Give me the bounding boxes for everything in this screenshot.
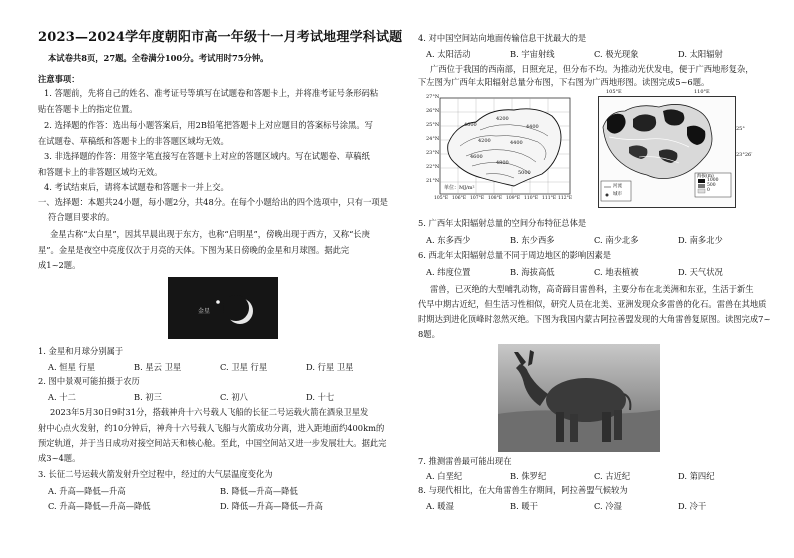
q5-option-a[interactable]: A. 东多西少	[426, 235, 471, 245]
q6-option-d[interactable]: D. 天气状况	[678, 267, 723, 277]
lon-tick: 107°E	[470, 196, 485, 201]
notice-line: 4. 考试结束后，请将本试题卷和答题卡一并上交。	[44, 182, 229, 192]
q3-option-a[interactable]: A. 升高—降低—升高	[48, 486, 126, 496]
isoline-label: 5000	[518, 170, 531, 176]
passage-line: 时期达到进化顶峰时忽然灭绝。下图为我国内蒙古阿拉善盟发现的大角雷兽复原图。读图完成7~	[418, 314, 771, 324]
section-heading-cont: 符合题目要求的。	[48, 212, 115, 222]
isoline-label: 4400	[510, 140, 523, 146]
lon-tick: 105°E	[434, 196, 449, 201]
lat-tick: 24°N	[426, 136, 440, 142]
venus-label: 金星	[198, 308, 211, 315]
q1-option-a[interactable]: A. 恒星 行星	[48, 362, 96, 372]
top-lon-label: 105°E	[606, 89, 622, 95]
lon-tick: 111°E	[542, 196, 557, 201]
lon-tick: 110°E	[524, 196, 539, 201]
exam-info: 本试卷共8页，27题。全卷满分100分。考试用时75分钟。	[48, 53, 269, 63]
q1-option-c[interactable]: C. 卫星 行星	[220, 362, 268, 372]
q7-option-d[interactable]: D. 第四纪	[678, 471, 715, 481]
q2-option-c[interactable]: C. 初八	[220, 392, 248, 402]
legend-level: 1000	[707, 178, 719, 183]
q8-option-a[interactable]: A. 暖湿	[426, 501, 454, 511]
question-2: 2. 图中景观可能拍摄于农历	[38, 376, 140, 386]
map-unit: 单位：MJ/m²	[444, 185, 475, 191]
q7-option-a[interactable]: A. 白垩纪	[426, 471, 463, 481]
q5-option-b[interactable]: B. 东少西多	[510, 235, 555, 245]
venus-moon-photo	[168, 277, 278, 339]
passage-line: 代早中期古近纪，但生活习性相似，研究人员在北美、亚洲发现众多雷兽的化石。雷兽在其地质	[418, 299, 767, 309]
isoline-label: 4200	[478, 138, 491, 144]
q8-option-c[interactable]: C. 冷湿	[594, 501, 622, 511]
q7-option-b[interactable]: B. 侏罗纪	[510, 471, 547, 481]
passage-line: 8题。	[418, 329, 440, 339]
q3-option-b[interactable]: B. 降低—升高—降低	[220, 486, 298, 496]
lat-tick: 26°N	[426, 108, 440, 114]
legend-river: 河流	[613, 184, 622, 189]
question-1: 1. 金星和月球分别属于	[38, 346, 124, 356]
lat-tick: 23°N	[426, 150, 440, 156]
lon-tick: 108°E	[488, 196, 503, 201]
question-3: 3. 长征二号运载火箭发射升空过程中，经过的大气层温度变化为	[38, 469, 273, 479]
solar-radiation-map	[426, 94, 576, 206]
terrain-map	[598, 96, 736, 208]
lat-tick: 21°N	[426, 178, 440, 184]
q5-option-d[interactable]: D. 南多北少	[678, 235, 723, 245]
question-7: 7. 推测雷兽最可能出现在	[418, 456, 512, 466]
legend-level: 0	[707, 188, 710, 193]
q6-option-b[interactable]: B. 海拔高低	[510, 267, 555, 277]
notice-heading: 注意事项：	[38, 74, 80, 84]
q3-option-d[interactable]: D. 降低—升高—降低—升高	[220, 501, 323, 511]
passage-line: 2023年5月30日9时31分，搭载神舟十六号载人飞船的长征二号运载火箭在酒泉卫星发	[50, 407, 369, 417]
right-lat-label: 25°	[736, 126, 745, 132]
q6-option-a[interactable]: A. 纬度位置	[426, 267, 471, 277]
left-column	[38, 0, 403, 558]
passage-line: 射中心点火发射，约10分钟后，神舟十六号载人飞船与火箭成功分离，进入距地面约400km的	[38, 423, 385, 433]
q8-option-b[interactable]: B. 暖干	[510, 501, 538, 511]
isoline-label: 4600	[470, 154, 483, 160]
question-8: 8. 与现代相比，在大角雷兽生存期间，阿拉善盟气候较为	[418, 485, 628, 495]
notice-line: 2. 选择题的作答：选出每小题答案后，用2B铅笔把答题卡上对应题目的答案标号涂黑。写	[44, 120, 373, 130]
q3-option-c[interactable]: C. 升高—降低—升高—降低	[48, 501, 151, 511]
lat-tick: 25°N	[426, 122, 440, 128]
notice-line: 3. 非选择题的作答：用签字笔直接写在答题卡上对应的答题区域内。写在试题卷、草稿纸	[44, 151, 370, 161]
passage-line: 成1~2题。	[38, 260, 81, 270]
passage-line: 成3~4题。	[38, 453, 81, 463]
q7-option-c[interactable]: C. 古近纪	[594, 471, 631, 481]
q4-option-c[interactable]: C. 极光现象	[594, 49, 639, 59]
q8-option-d[interactable]: D. 冷干	[678, 501, 707, 511]
lon-tick: 112°E	[558, 196, 573, 201]
q4-option-a[interactable]: A. 太阳活动	[426, 49, 471, 59]
isoline-label: 4800	[496, 160, 509, 166]
brontothere-photo	[498, 344, 660, 452]
notice-line: 和答题卡上的非答题区域均无效。	[38, 167, 163, 177]
right-lat-label: 23°26′	[736, 152, 753, 158]
section-heading: 一、选择题：本题共24小题，每小题2分，共48分。在每个小题给出的四个选项中，只有一项是	[38, 197, 388, 207]
exam-title: 2023—2024学年度朝阳市高一年级十一月考试地理学科试题	[38, 30, 403, 45]
isoline-label: 4400	[526, 124, 539, 130]
passage-line: 广西位于我国的西南部，日照充足，但分布不均。为推动光伏发电，便于广西地形复杂，	[430, 64, 754, 74]
question-5: 5. 广西年太阳辐射总量的空间分布特征总体是	[418, 218, 587, 228]
notice-line: 1. 答题前，先将自己的姓名、准考证号等填写在试题卷和答题卡上，并将准考证号条形码粘	[44, 88, 379, 98]
right-column	[418, 0, 771, 558]
q1-option-b[interactable]: B. 星云 卫星	[134, 362, 182, 372]
isoline-label: 4200	[496, 116, 509, 122]
question-6: 6. 西北年太阳辐射总量不同于周边地区的影响因素是	[418, 250, 612, 260]
q4-option-b[interactable]: B. 宇宙射线	[510, 49, 555, 59]
passage-line: 金星古称“太白星”，因其早晨出现于东方，也称“启明星”，傍晚出现于西方，又称“长庚	[50, 229, 370, 239]
q5-option-c[interactable]: C. 南少北多	[594, 235, 639, 245]
passage-line: 预定轨道，并于当日成功对接空间站天和核心舱。至此，中国空间站又进一步发展壮大。据此完	[38, 438, 387, 448]
q2-option-a[interactable]: A. 十二	[48, 392, 76, 402]
isoline-label: 4600	[464, 122, 477, 128]
notice-line: 在试题卷、草稿纸和答题卡上的非答题区域均无效。	[38, 136, 229, 146]
q2-option-b[interactable]: B. 初三	[134, 392, 162, 402]
passage-line: 雷兽，已灭绝的大型哺乳动物，高奇蹄目雷兽科，主要分布在北美洲和东亚，生活于新生	[430, 284, 754, 294]
legend-city: 城市	[613, 192, 622, 197]
lat-tick: 27°N	[426, 94, 440, 100]
q6-option-c[interactable]: C. 地表植被	[594, 267, 639, 277]
legend-level: 500	[707, 183, 716, 188]
q4-option-d[interactable]: D. 太阳辐射	[678, 49, 723, 59]
notice-line: 贴在答题卡上的指定位置。	[38, 104, 138, 114]
question-4: 4. 对中国空间站向地面传输信息干扰最大的是	[418, 33, 587, 43]
passage-line: 星”。金星是夜空中亮度仅次于月亮的天体。下图为某日傍晚的金星和月球图。据此完	[38, 245, 350, 255]
lon-tick: 109°E	[506, 196, 521, 201]
top-lon-label: 110°E	[694, 89, 710, 95]
legend-title: 海拔(m)	[697, 174, 714, 179]
q1-option-d[interactable]: D. 行星 卫星	[306, 362, 354, 372]
lon-tick: 106°E	[452, 196, 467, 201]
lat-tick: 22°N	[426, 164, 440, 170]
passage-line: 下左图为广西年太阳辐射总量分布图，下右图为广西地形图。读图完成5~6题。	[418, 77, 710, 87]
q2-option-d[interactable]: D. 十七	[306, 392, 335, 402]
